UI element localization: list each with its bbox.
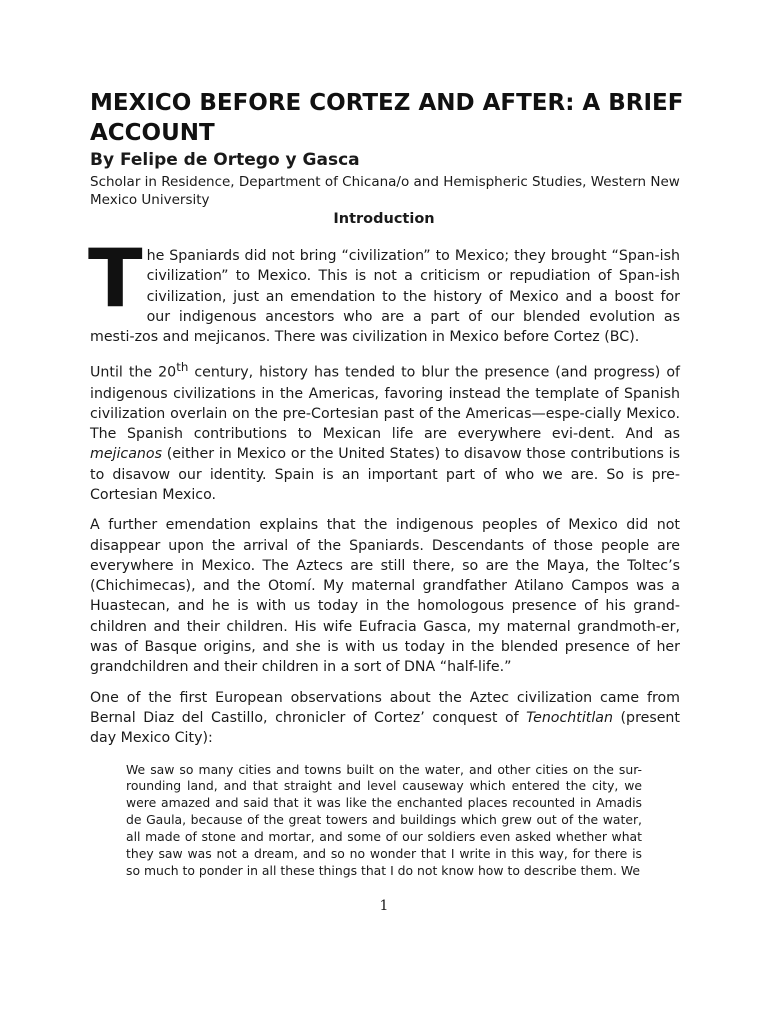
- paragraph-observations-text-b: (present day Mexico City):: [90, 709, 680, 747]
- author-byline: By Felipe de Ortego y Gasca: [90, 150, 360, 170]
- ordinal-superscript: th: [176, 360, 189, 375]
- document-title: MEXICO BEFORE CORTEZ AND AFTER: A BRIEF ACCOUNT: [90, 90, 684, 146]
- italic-term-mejicanos: mejicanos: [90, 446, 162, 463]
- section-heading: Introduction: [333, 211, 435, 227]
- drop-cap: T: [88, 232, 143, 325]
- paragraph-emendation: A further emendation explains that the indigenous peoples of Mexico did not disappear upon the arrival of the Spaniards. Descendants of those people are everywhere in Mexico. The Aztecs are still there, so are the Maya, the Toltec’s (Chichimecas), and the Otomí. My maternal grandfather Atilano Campos was a Huastecan, and he is with us today in the homologous presence of his grand-children and their children. His wife Eufracia Gasca, my maternal grandmoth-er, was of Basque origins, and she is with us today in the blended presence of her grandchildren and their children in a sort of DNA “half-life.”: [90, 517, 680, 676]
- page-number: 1: [379, 898, 389, 914]
- paragraph-history-text-c: (either in Mexico or the United States) to disavow those contributions is to disavow our identity. Spain is an important part of who we are. So is pre-Cortesian Mexico.: [90, 446, 680, 503]
- paragraph-history: [90, 357, 680, 505]
- paragraph-observations: [90, 688, 680, 749]
- paragraph-history-text-b: century, history has tended to blur the presence (and progress) of indigenous civilizations in the Americas, favoring instead the template of Spanish civilization overlain on the pre-Cortesian past of the Americas—espe-cially Mexico. The Spanish contributions to Mexican life are everywhere evi-dent. And as: [90, 365, 680, 443]
- article-body: [88, 232, 680, 880]
- italic-term-tenochtitlan: Tenochtitlan: [526, 709, 613, 726]
- paragraph-observations-text-a: One of the first European observations about the Aztec civilization came from Bernal Diaz del Castillo, chronicler of Cortez’ conquest of: [90, 689, 680, 726]
- paragraph-intro: [88, 232, 680, 347]
- paragraph-intro-text: he Spaniards did not bring “civilization” to Mexico; they brought “Span-ish civilization” to Mexico. This is not a criticism or repudiation of Span-ish civilization, just an emendation to the history of Mexico and a boost for our indigenous ancestors who are a part of our blended evolution as mesti-zos and mejicanos. There was civilization in Mexico before Cortez (BC).: [90, 248, 680, 346]
- paragraph-history-text-a: Until the 20: [90, 365, 177, 382]
- block-quote: We saw so many cities and towns built on the water, and other cities on the sur-rounding land, and that straight and level causeway which entered the city, we were amazed and said that it was like the enchanted places recounted in Amadis de Gaula, because of the great towers and buildings which grew out of the water, all made of stone and mortar, and some of our soldiers even asked whether what they saw was not a dream, and so no wonder that I write in this way, for there is so much to ponder in all these things that I do not know how to describe them. We: [126, 761, 642, 878]
- author-affiliation: Scholar in Residence, Department of Chicana/o and Hemispheric Studies, Western New Mexico University: [90, 174, 680, 208]
